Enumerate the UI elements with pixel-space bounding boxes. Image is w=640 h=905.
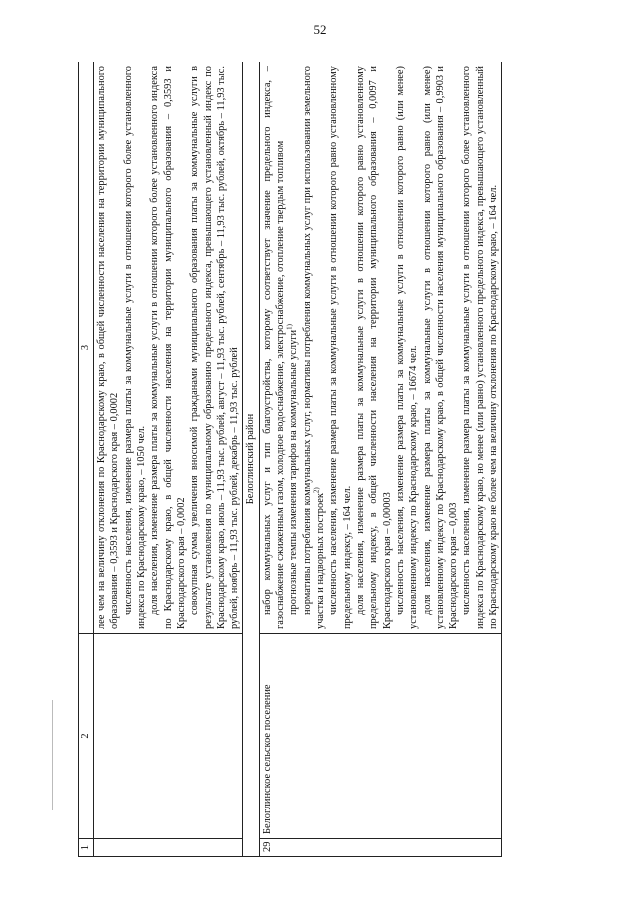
district-header-row [243, 62, 259, 857]
row-number-cell [94, 839, 243, 857]
details-cell [94, 62, 243, 634]
scan-margin-mark [52, 700, 53, 810]
district-title: Белоглинский район [243, 62, 259, 857]
consumption-norms-text: нормативы потребления коммунальных услуг, нормативы потребления коммунальных услуг при использовании земельного участка и надворных построек [301, 66, 326, 629]
details-paragraph: численность населения, изменение размера платы за коммунальные услуги в отношении которого более установленного индекса по Краснодарскому краю, но менее (или равно) установленного предельного индекса, превышающего установленный по Краснодарскому краю не более чем на величину отклонения по Краснодарскому краю, – 164 чел. [461, 66, 500, 629]
header-col-3: 3 [79, 62, 94, 634]
row-number-cell: 29 [259, 839, 502, 857]
details-paragraph: численность населения, изменение размера платы за коммунальные услуги в отношении которого равно установленному предельному индексу, – 164 чел. [328, 66, 353, 629]
table-container [78, 62, 598, 857]
details-paragraph: набор коммунальных услуг и тип благоустройства, которому соответствует значение предельного индекса, – газоснабжение сжиженным газом, холодное водоснабжение, электроснабжение, отопление твердым топливом [261, 66, 287, 629]
indices-table [78, 62, 502, 857]
details-paragraph: численность населения, изменение размера платы за коммунальные услуги в отношении которого более установленного индекса по Краснодарскому краю, – 1050 чел. [122, 66, 147, 629]
settlement-cell [94, 634, 243, 839]
details-paragraph: доля населения, изменение размера платы за коммунальные услуги в отношении которого более установленного индекса по Краснодарскому краю, в общей численности населения на территории муниципального образования – 0,3593 и Краснодарского края – 0,0002 [149, 66, 187, 629]
rotated-table-frame [78, 62, 598, 857]
table-row [259, 62, 502, 857]
footnote-marker: 1) [285, 324, 294, 330]
page-number: 52 [313, 22, 327, 37]
details-paragraph: доля населения, изменение размера платы за коммунальные услуги в отношении которого равно установленному предельному индексу, в общей численности населения на территории муниципального образования – 0,0097 и Краснодарского края – 0,00003 [354, 66, 393, 629]
details-paragraph: численность населения, изменение размера платы за коммунальные услуги в отношении которого равно (или менее) установленному индексу по Краснодарскому краю, – 16674 чел. [394, 66, 420, 629]
table-row-continuation [94, 62, 243, 857]
details-paragraph [301, 66, 328, 629]
header-col-1: 1 [79, 839, 94, 857]
footnote-marker: 2) [312, 487, 321, 494]
details-paragraph: доля населения, изменение размера платы за коммунальные услуги в отношении которого равно (или менее) установленному индексу по Краснодарскому краю, в общей численности населения муниципального образования – 0,9903 и Краснодарского края – 0,003 [421, 66, 460, 629]
settlement-name: Белоглинское сельское поселение [259, 634, 502, 839]
details-cell [259, 62, 502, 634]
details-paragraph: лее чем на величину отклонения по Краснодарскому краю, в общей численности населения на территории муниципального образования – 0,3593 и Краснодарского края – 0,0002 [96, 66, 121, 629]
header-col-2: 2 [79, 634, 94, 839]
table-header-row [79, 62, 94, 857]
details-paragraph: совокупная сумма увеличения вносимой гражданами муниципального образования платы за коммунальные услуги в результате установления по муниципальному образованию предельного индекса, превышающего установленный индекс по Краснодарскому краю, июль – 11,93 тыс. рублей, август – 11,93 тыс. рублей, сентябрь – 11,93 тыс. рублей, октябрь – 11,93 тыс. рублей, ноябрь – 11,93 тыс. рублей, декабрь – 11,93 тыс. рублей [189, 66, 241, 629]
tariff-forecast-text: прогнозные темпы изменения тарифов на коммунальные услуги [288, 329, 300, 615]
details-paragraph [287, 66, 300, 629]
